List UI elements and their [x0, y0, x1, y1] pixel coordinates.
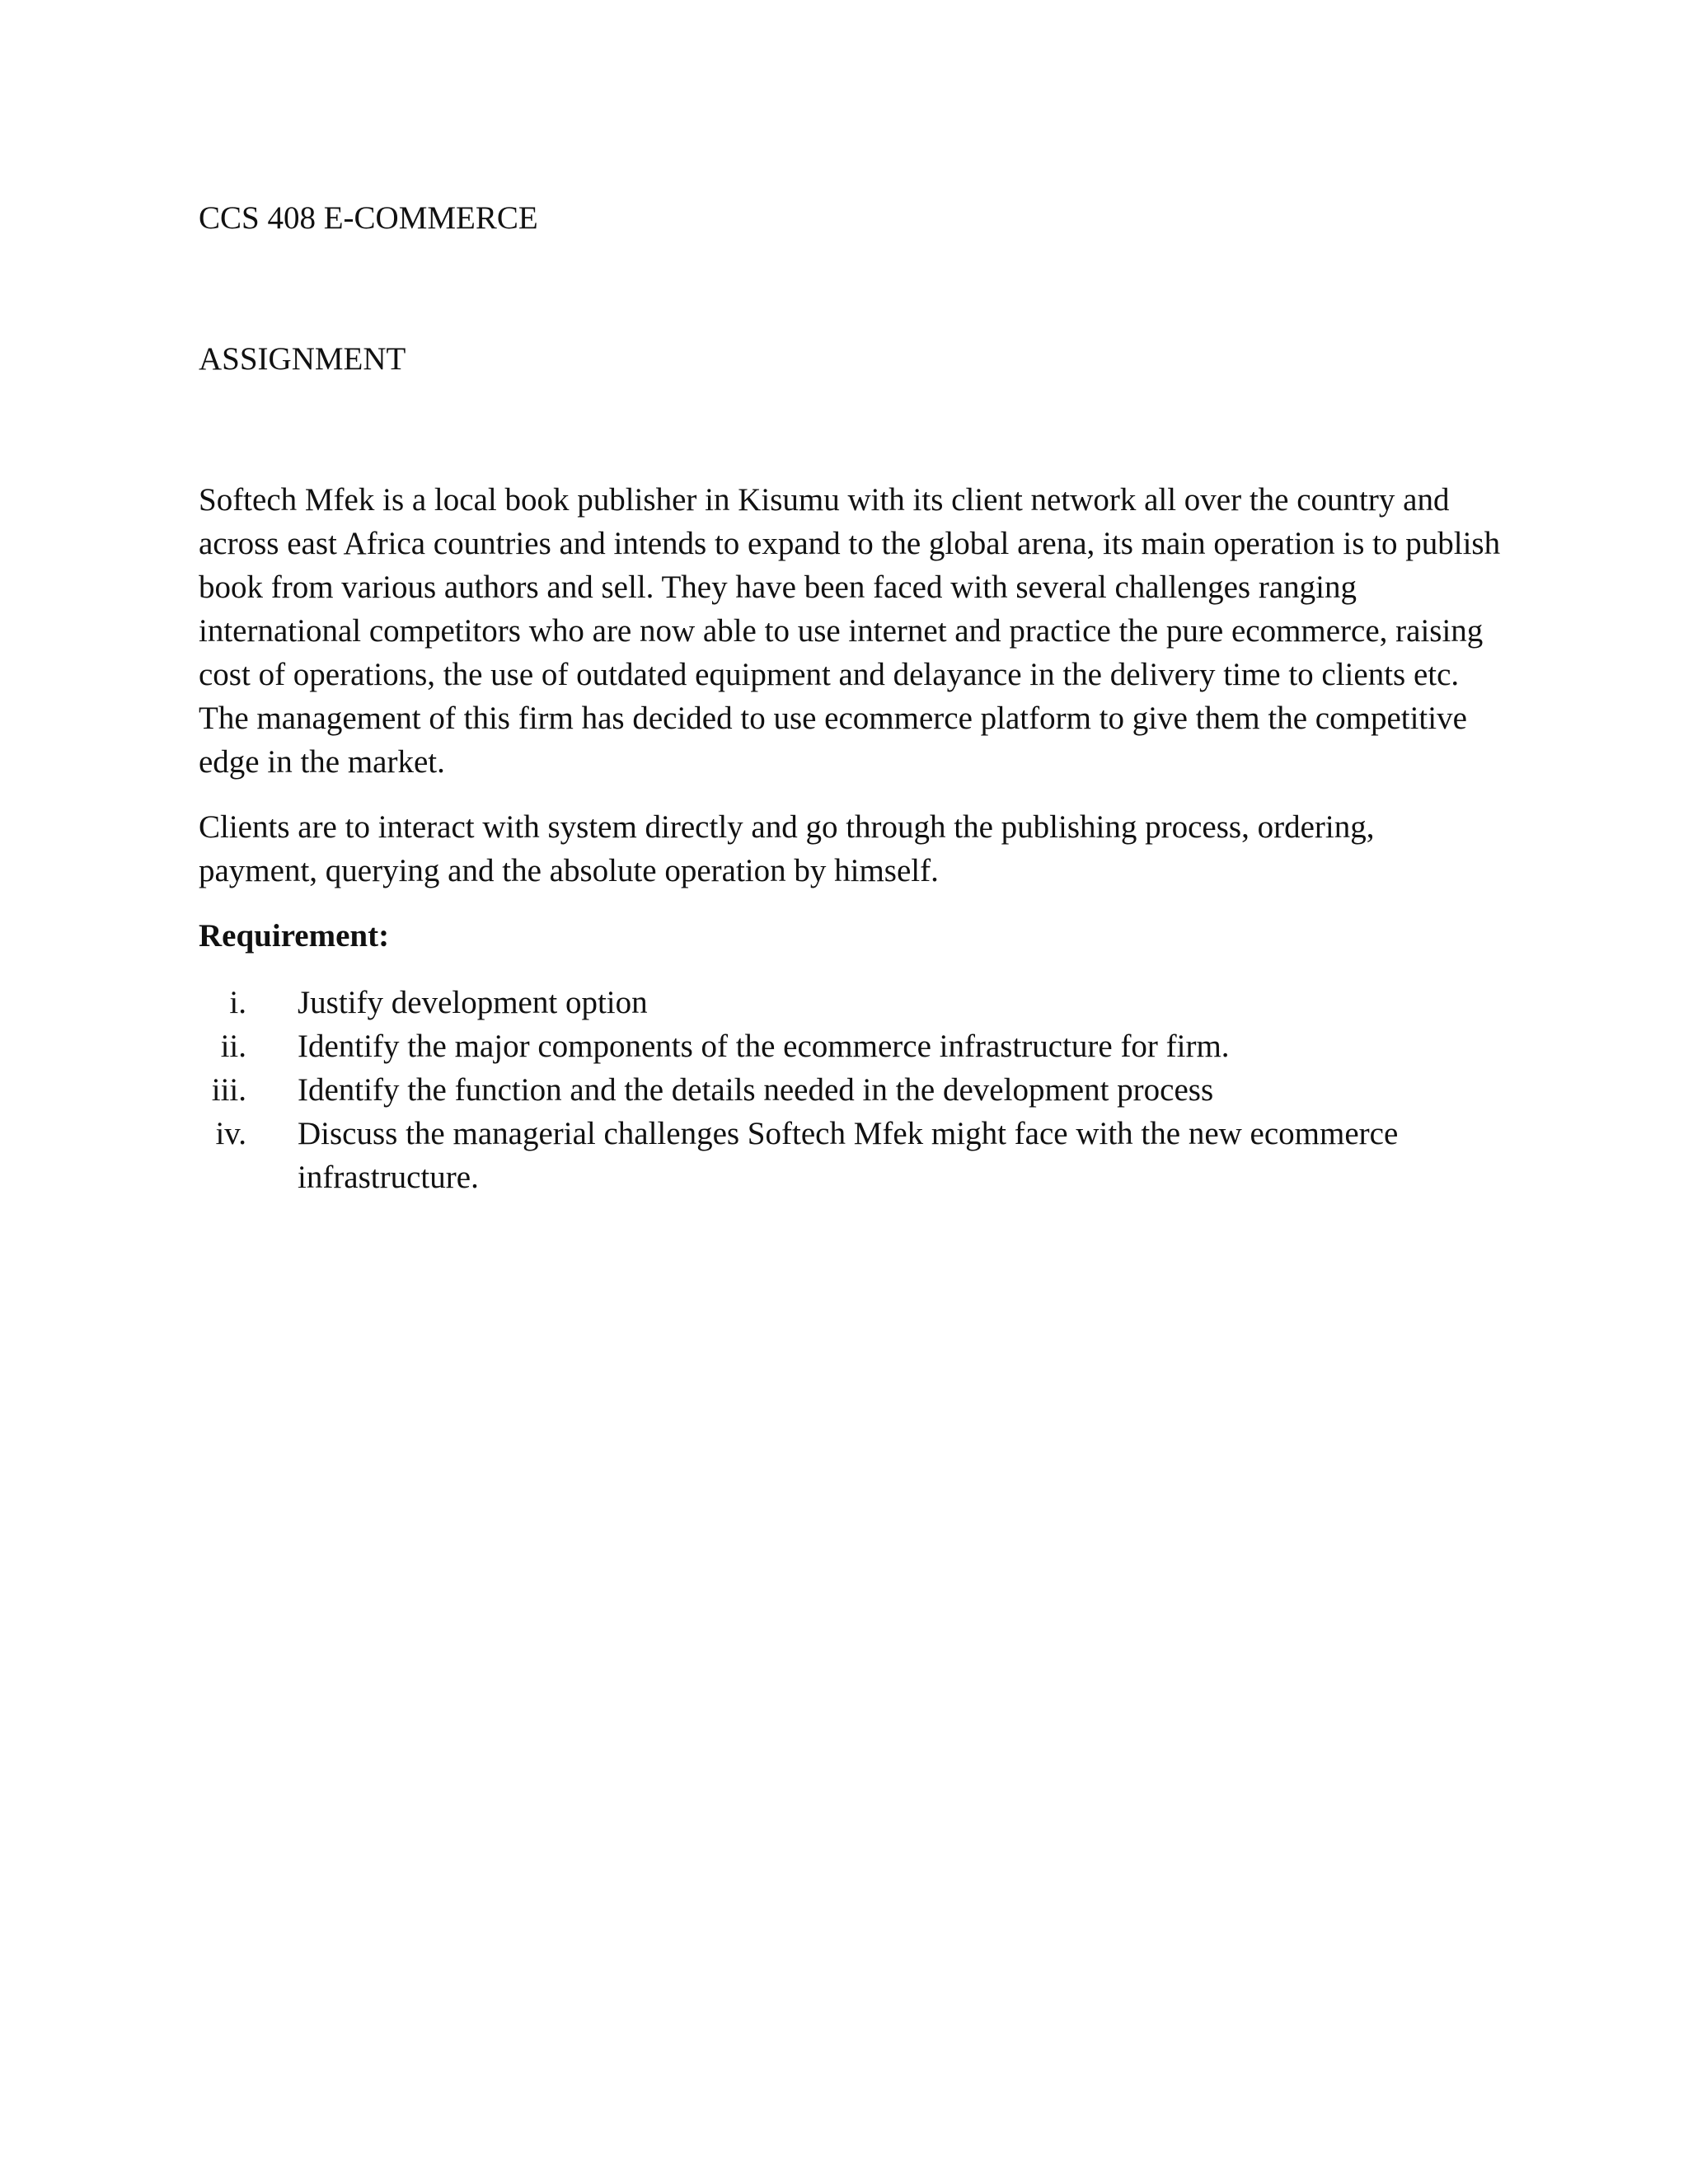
requirement-item-1 [199, 981, 1501, 1024]
document-body [199, 196, 1501, 1199]
requirement-number: iii. [211, 1072, 246, 1108]
requirement-item-4 [199, 1112, 1501, 1199]
requirement-number: i. [229, 985, 246, 1020]
course-title: CCS 408 E-COMMERCE [199, 200, 538, 236]
requirement-text: Discuss the managerial challenges Softech Mfek might face with the new ecommerce infrastructure. [298, 1116, 1399, 1195]
assignment-label: ASSIGNMENT [199, 341, 406, 377]
requirement-text: Identify the function and the details needed in the development process [298, 1072, 1214, 1108]
requirement-number: iv. [215, 1116, 246, 1151]
requirement-list [199, 981, 1501, 1199]
case-study-paragraph: Softech Mfek is a local book publisher in Kisumu with its client network all over the country and across east Africa countries and intends to expand to the global arena, its main operation is to publish book from various authors and sell. They have been faced with several challenges ranging international competitors who are now able to use internet and practice the pure ecommerce, raising cost of operations, the use of outdated equipment and delayance in the delivery time to clients etc. The management of this firm has decided to use ecommerce platform to give them the competitive edge in the market. [199, 482, 1501, 780]
requirement-item-3 [199, 1068, 1501, 1112]
requirement-text: Justify development option [298, 985, 648, 1020]
requirement-text: Identify the major components of the ecommerce infrastructure for firm. [298, 1029, 1230, 1064]
requirement-heading: Requirement: [199, 918, 390, 954]
requirement-number: ii. [220, 1029, 246, 1064]
requirement-item-2 [199, 1024, 1501, 1068]
client-interaction-paragraph: Clients are to interact with system directly and go through the publishing process, ordering, payment, querying and the absolute operation by himself. [199, 809, 1375, 888]
